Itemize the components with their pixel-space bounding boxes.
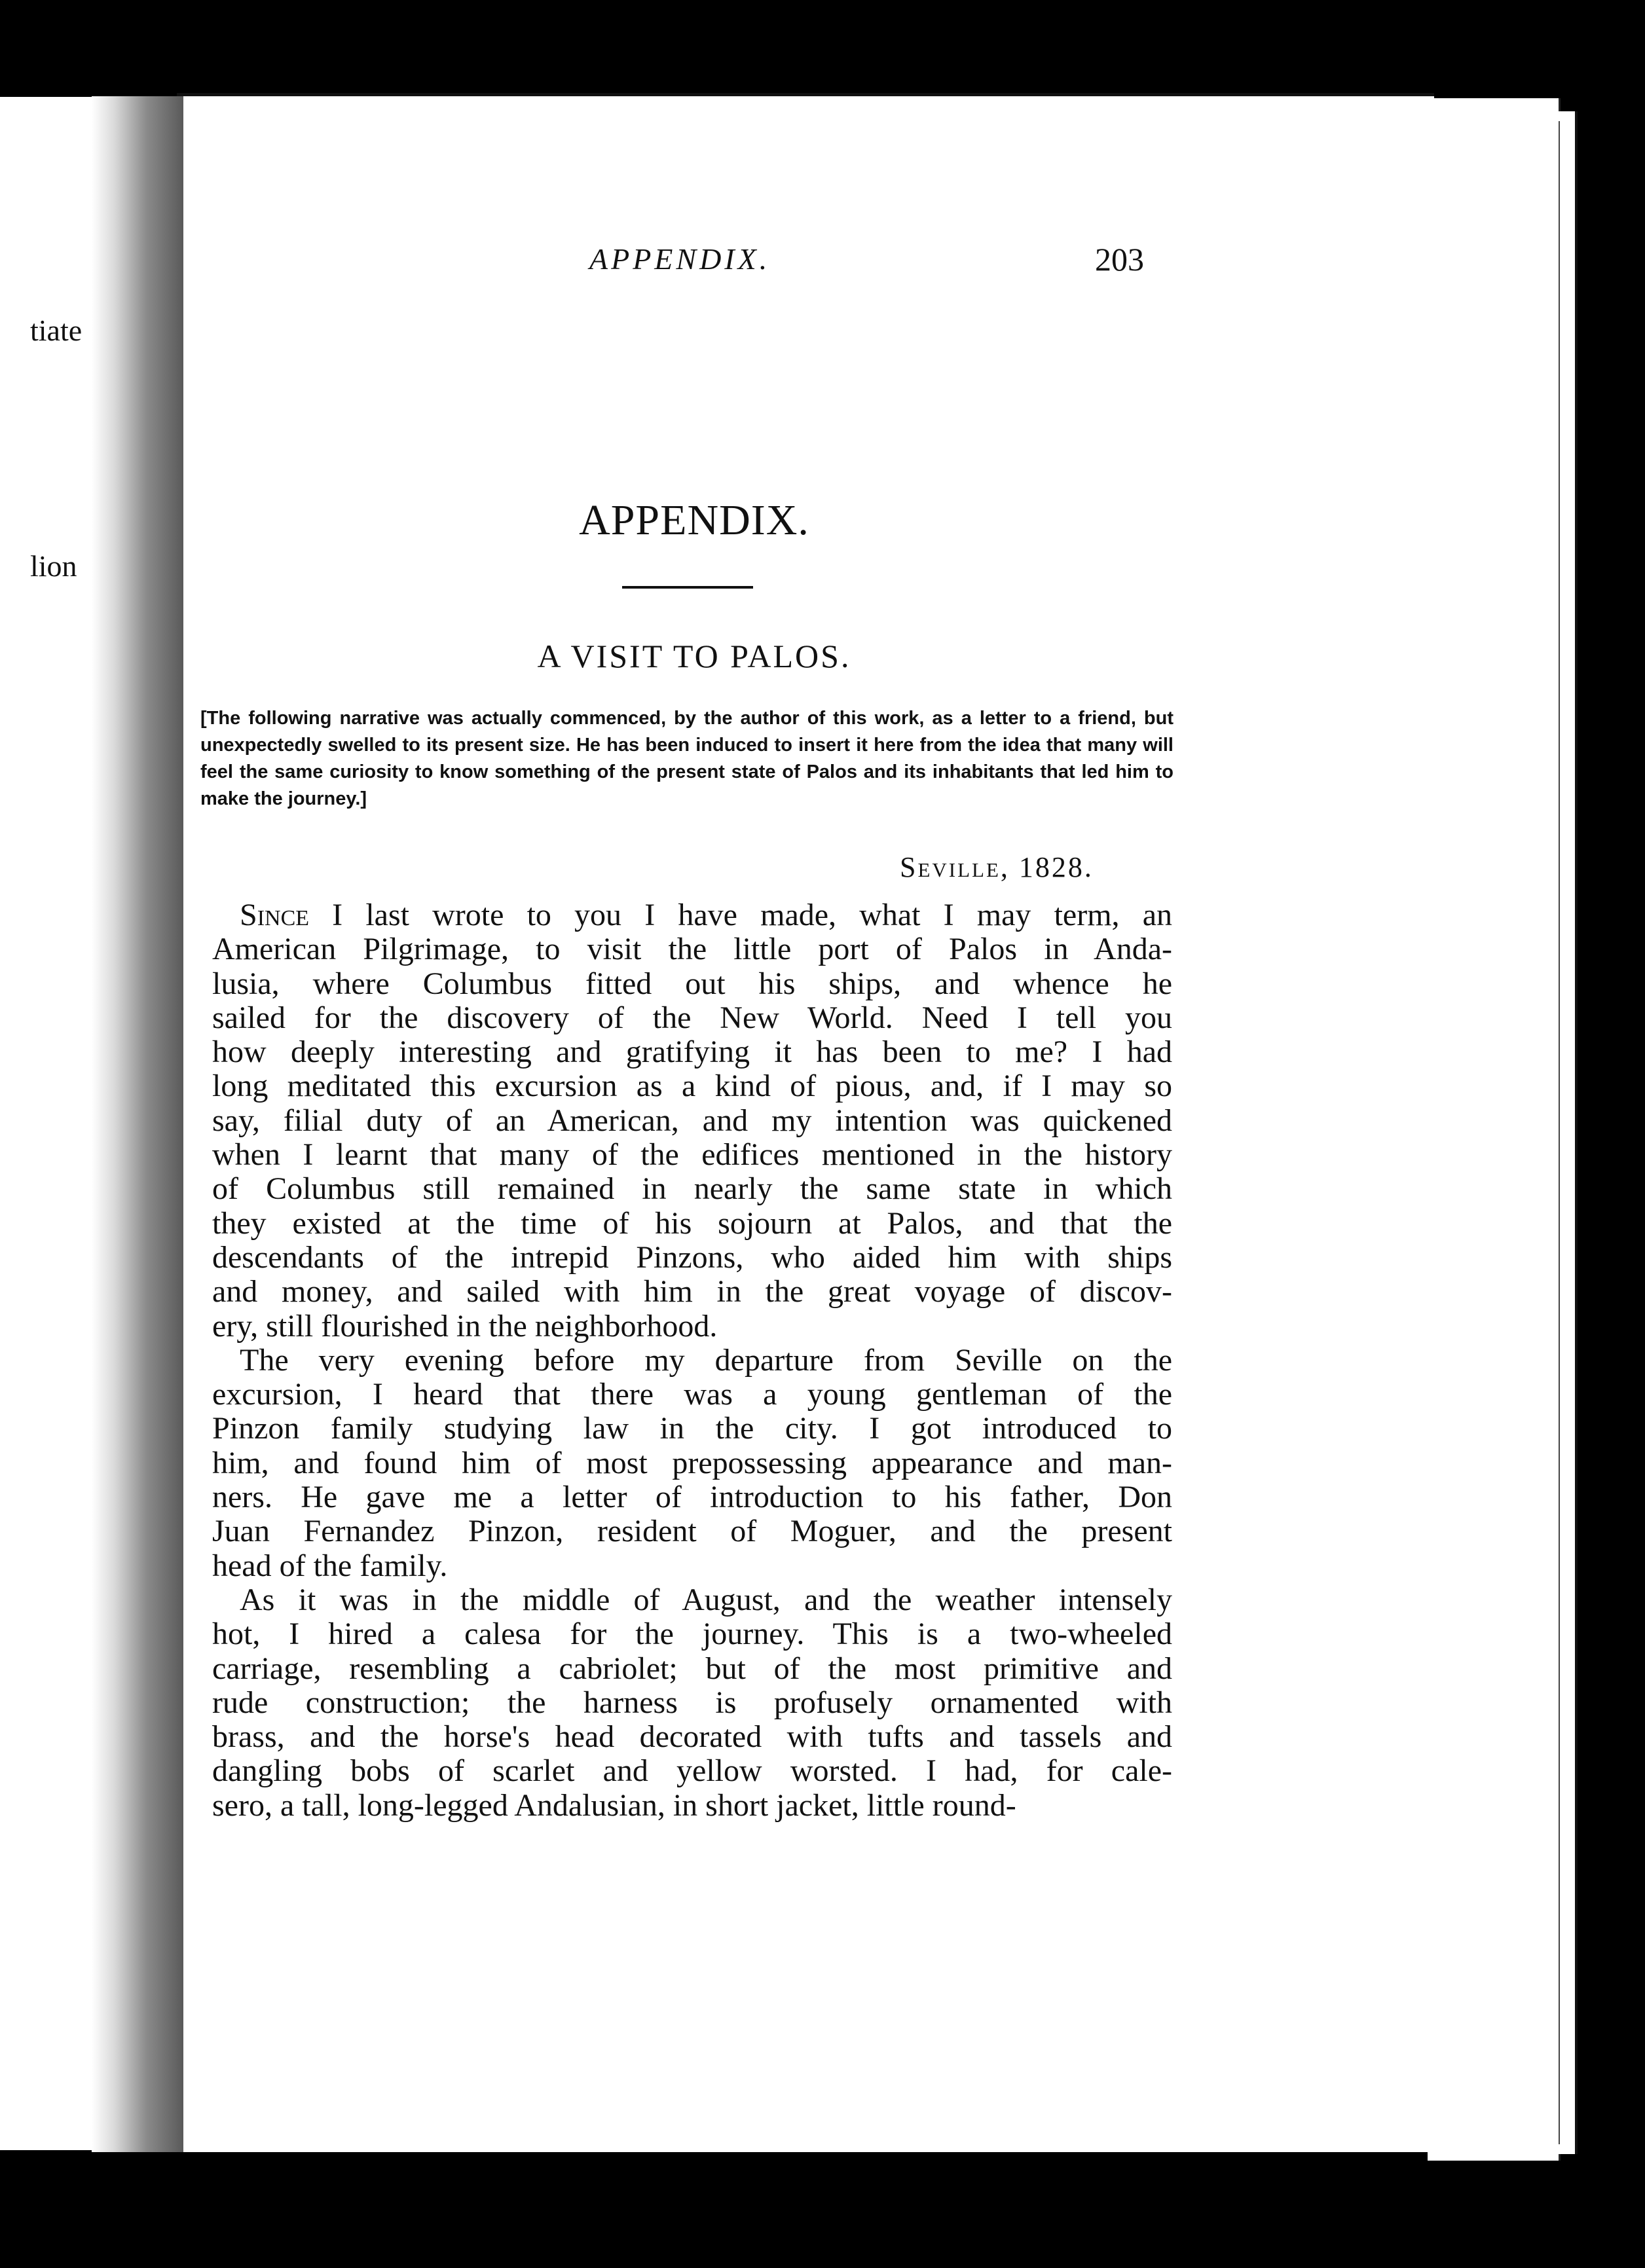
text-line: sero, a tall, long-legged Andalusian, in short jacket, little round- (212, 1787, 1016, 1823)
text-line: of Columbus still remained in nearly the same state in which (212, 1171, 1172, 1207)
text-line: excursion, I heard that there was a young gentleman of the (212, 1377, 1172, 1412)
text-line: brass, and the horse's head decorated with tufts and tassels and (212, 1719, 1172, 1755)
text-line: and money, and sailed with him in the great voyage of discov- (212, 1274, 1172, 1309)
body-paragraph (212, 1344, 1172, 1583)
book-page (177, 93, 1434, 2152)
text-line: head of the family. (212, 1548, 448, 1583)
text-line: Pinzon family studying law in the city. I got introduced to (212, 1411, 1172, 1446)
running-head: APPENDIX. (589, 242, 771, 276)
page-edge (1447, 121, 1560, 2144)
facing-page-fragment: tiate (30, 314, 83, 347)
text-line: when I learnt that many of the edifices mentioned in the history (212, 1137, 1172, 1173)
chapter-subtitle: A VISIT TO PALOS. (537, 638, 851, 674)
text-line: sailed for the discovery of the New World. Need I tell you (212, 1000, 1172, 1035)
gutter-shadow (92, 96, 183, 2152)
body-paragraph (212, 898, 1172, 1344)
editorial-note: [The following narrative was actually commenced, by the author of this work, as a letter to a friend, but unexpectedly swelled to its present size. He has been induced to insert it here from the idea that many will feel the same curiosity to know something of the present state of Palos and its inhabitants that led him to make the journey.] (200, 708, 1174, 809)
page-title: APPENDIX. (579, 496, 809, 544)
title-divider (622, 586, 753, 589)
text-line: lusia, where Columbus fitted out his ships, and whence he (212, 966, 1172, 1001)
body-text (212, 898, 1172, 1823)
drop-word: Since (240, 898, 310, 932)
text-line (212, 898, 1172, 932)
body-paragraph (212, 1583, 1172, 1823)
text-line: long meditated this excursion as a kind of pious, and, if I may so (212, 1069, 1172, 1104)
text-line: As it was in the middle of August, and the weather intensely (240, 1582, 1172, 1617)
text-line: they existed at the time of his sojourn at Palos, and that the (212, 1205, 1172, 1241)
text-line: The very evening before my departure from Seville on the (240, 1342, 1172, 1378)
text-line: carriage, resembling a cabriolet; but of the most primitive and (212, 1651, 1172, 1686)
text-line: hot, I hired a calesa for the journey. This is a two-wheeled (212, 1617, 1172, 1652)
text-line: ery, still flourished in the neighborhood. (212, 1308, 718, 1344)
text-line: ners. He gave me a letter of introduction to his father, Don (212, 1480, 1172, 1515)
text-line: American Pilgrimage, to visit the little port of Palos in Anda- (212, 932, 1172, 967)
text-line: him, and found him of most prepossessing appearance and man- (212, 1445, 1172, 1480)
facing-page-fragment: lion (30, 549, 77, 583)
text-line: descendants of the intrepid Pinzons, who aided him with ships (212, 1239, 1172, 1275)
text-line: Juan Fernandez Pinzon, resident of Moguer, and the present (212, 1514, 1172, 1549)
text-line: rude construction; the harness is profusely ornamented with (212, 1685, 1172, 1720)
dateline (900, 850, 1094, 884)
dateline-text: Seville, 1828. (900, 851, 1094, 883)
page-number: 203 (1095, 241, 1144, 278)
text-line: how deeply interesting and gratifying it has been to me? I had (212, 1034, 1172, 1070)
text-line: dangling bobs of scarlet and yellow worsted. I had, for cale- (212, 1753, 1172, 1789)
text-line: say, filial duty of an American, and my intention was quickened (212, 1103, 1172, 1138)
line-text: I last wrote to you I have made, what I may term, an (309, 898, 1172, 932)
